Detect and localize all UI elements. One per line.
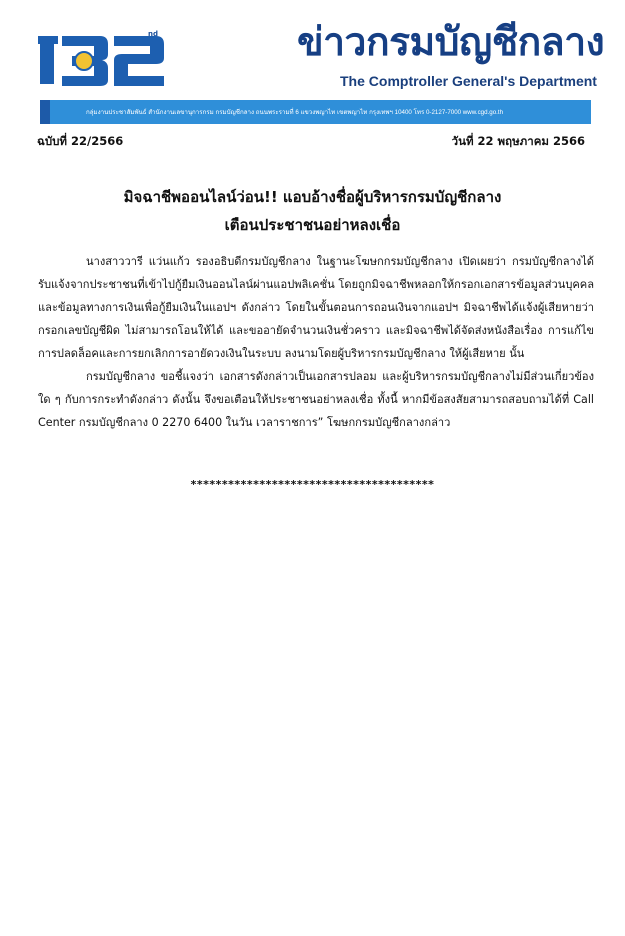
body-paragraph-2: กรมบัญชีกลาง ขอชี้แจงว่า เอกสารดังกล่าวเป็นเอกสารปลอม และผู้บริหารกรมบัญชีกลางไม่มีส่วนเกี่ยวข้องใด ๆ กับการกระทำดังกล่าว ดังนั้น จึงขอเตือนให้ประชาชนอย่าหลงเชื่อ ทั้งนี้ หากมีข้อสงสัยสามารถสอบถามได้ที่ Call Center กรมบัญชีกลาง 0 2270 6400 ในวัน เวลาราชการ” โฆษกกรมบัญชีกลางกล่าว (38, 370, 594, 429)
end-marker: *************************************** (190, 478, 435, 491)
logo-suffix: nd (148, 30, 158, 38)
contact-bar-text: กลุ่มงานประชาสัมพันธ์ สำนักงานเลขานุการกรม กรมบัญชีกลาง ถนนพระรามที่ 6 แขวงพญาไท เขตพญาไท กรุงเทพฯ 10400 โทร 0-2127-7000 www.cgd.go.th (86, 109, 504, 116)
contact-bar-accent (40, 100, 50, 124)
headline-line-2: เตือนประชาชนอย่าหลงเชื่อ (224, 216, 401, 234)
body-paragraph-1: นางสาววารี แว่นแก้ว รองอธิบดีกรมบัญชีกลาง ในฐานะโฆษกกรมบัญชีกลาง เปิดเผยว่า กรมบัญชีกลางได้รับแจ้งจากประชาชนที่เข้าไปกู้ยืมเงินออนไลน์ผ่านแอปพลิเคชั่น โดยถูกมิจฉาชีพหลอกให้กรอกเอกสารข้อมูลส่วนบุคคลและข้อมูลทางการเงินเพื่อกู้ยืมเงินในแอปฯ ดังกล่าว โดยในขั้นตอนการถอนเงินจากแอปฯ มิจฉาชีพได้แจ้งผู้เสียหายว่ากรอกเลขบัญชีผิด ไม่สามารถโอนให้ได้ และขออายัดจำนวนเงินชั่วคราว และมิจฉาชีพได้จัดส่งหนังสือเรื่อง การแก้ไขการปลดล็อคและการยกเลิกการอายัดวงเงินในระบบ ลงนามโดยผู้บริหารกรมบัญชีกลาง ให้ผู้เสียหาย นั้น (38, 255, 594, 360)
brand-title-thai: ข่าวกรมบัญชีกลาง (297, 20, 605, 65)
issue-date: วันที่ 22 พฤษภาคม 2566 (451, 134, 585, 148)
anniversary-132-logo (38, 30, 168, 96)
issue-number: ฉบับที่ 22/2566 (37, 134, 124, 148)
headline-line-1: มิจฉาชีพออนไลน์ว่อน!! แอบอ้างชื่อผู้บริหารกรมบัญชีกลาง (123, 188, 502, 206)
brand-title-english: The Comptroller General's Department (340, 73, 597, 89)
